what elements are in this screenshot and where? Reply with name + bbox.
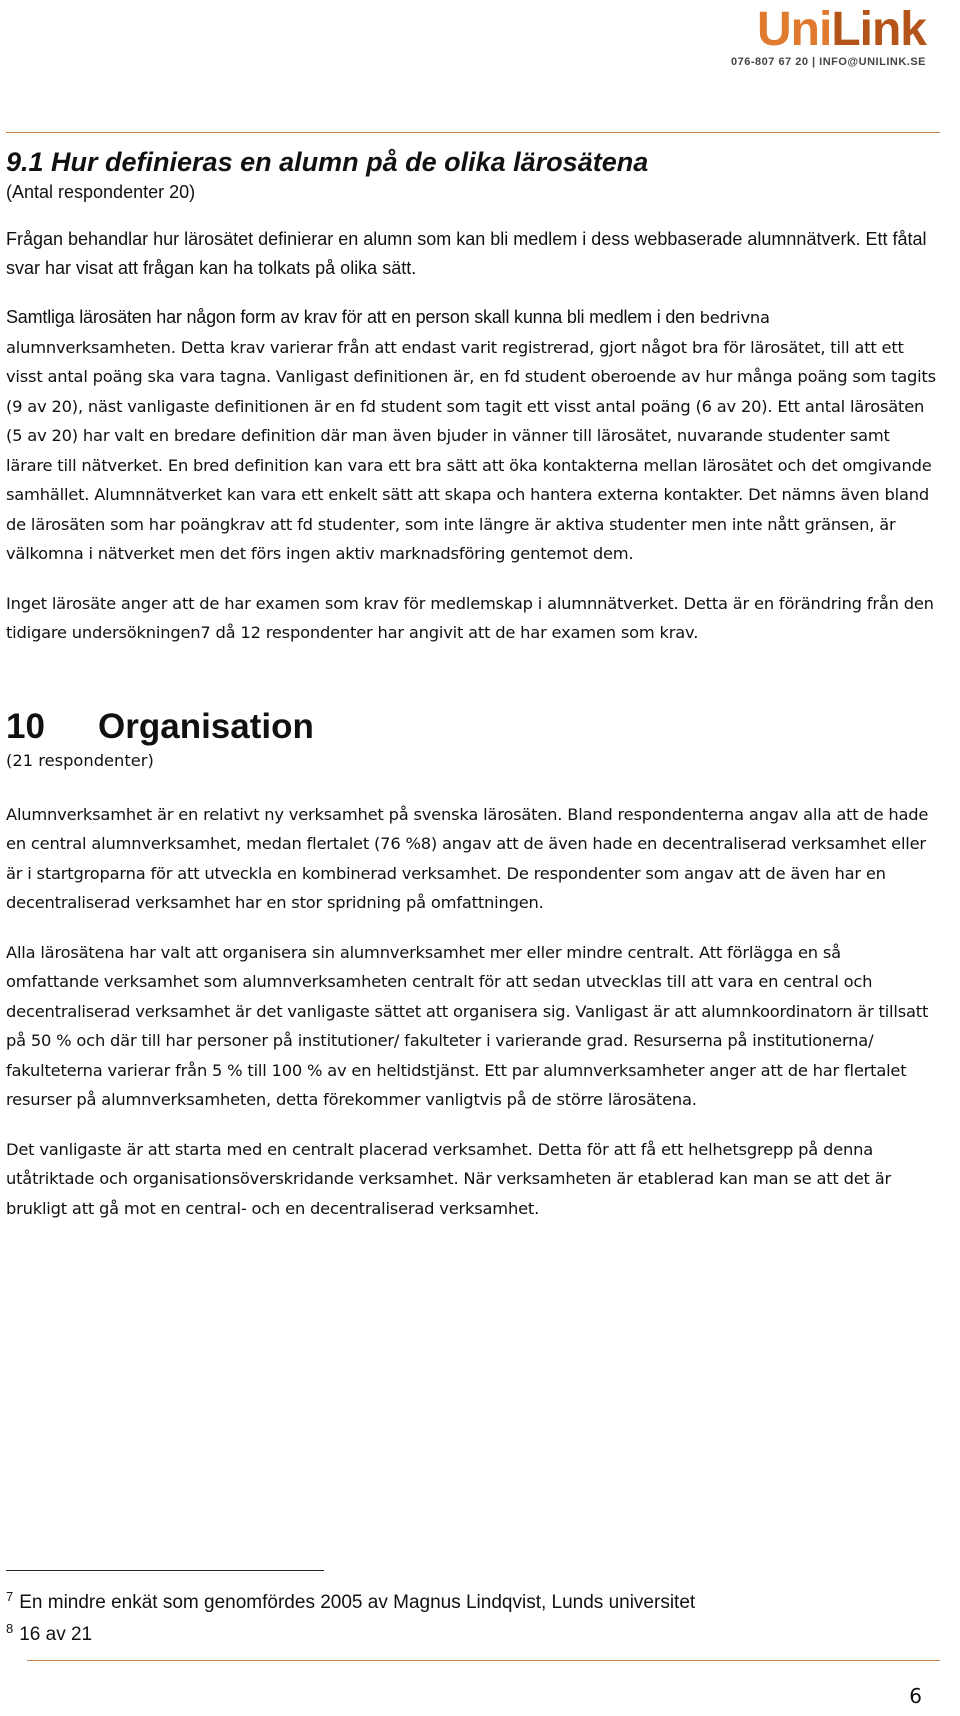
section-9-1-subtitle: (Antal respondenter 20) (6, 182, 196, 202)
section-9-1-paragraph-3: Inget lärosäte anger att de har examen som krav för medlemskap i alumnnätverket. Detta är en förändring från den tidigare undersökningen7 då 12 respondenter har angivit att de har examen som krav. (6, 593, 934, 642)
section-10-paragraph-1: Alumnverksamhet är en relativt ny verksamhet på svenska lärosäten. Bland respondenterna angav alla att de hade en central alumnverksamhet, medan flertalet (76 %8) angav att de även hade en decentraliserad verksamhet eller är i startgroparna för att utveckla en kombinerad verksamhet. De respondenter som angav att de även har en decentraliserad verksamhet har en stor spridning på omfattningen. (6, 804, 929, 912)
header-rule (6, 132, 940, 133)
section-9-1-paragraph-2 (6, 303, 936, 569)
footnotes (6, 1584, 695, 1648)
paragraph-2-rest: bedrivna alumnverksamheten. Detta krav varierar från att endast varit registrerad, gjort något bra för lärosätet, till att ett visst antal poäng ska vara tagna. Vanligast definitionen är, en fd student oberoende av hur många poäng som tagits (9 av 20), näst vanligaste definitionen är en fd student som tagit ett visst antal poäng (6 av 20). Ett antal lärosäten (5 av 20) har valt en bredare definition där man även bjuder in vänner till lärosätet, nuvarande studenter samt lärare till nätverket. En bred definition kan vara ett bra sätt att öka kontakterna mellan lärosätet och det omgivande samhället. Alumnnätverket kan vara ett enkelt sätt att skapa och hantera externa kontakter. Det nämns även bland de lärosäten som har poängkrav att fd studenter, som inte längre är aktiva studenter men inte nått gränsen, är välkomna i nätverket men det förs ingen aktiv marknadsföring gentemot dem. (6, 308, 936, 563)
logo-wordmark: UniLink (757, 3, 926, 56)
footnote-7: $^7$ En mindre enkät som genomfördes 2005 av Magnus Lindqvist, Lunds universitet (6, 1589, 696, 1613)
paragraph-2-intro: Samtliga lärosäten har någon form av krav för att en person skall kunna bli medlem i den (6, 307, 700, 327)
section-10-subtitle: (21 respondenter) (6, 750, 154, 770)
section-9-1-heading: 9.1 Hur definieras en alumn på de olika lärosätena (6, 147, 649, 177)
section-10-paragraph-3: Det vanligaste är att starta med en centralt placerad verksamhet. Detta för att få ett helhetsgrepp på denna utåtriktade och organisationsöverskridande verksamhet. När verksamheten är etablerad kan man se att det är brukligt att gå mot en central- och en decentraliserad verksamhet. (6, 1139, 891, 1218)
section-10-number: 10 (6, 706, 45, 746)
page-number: 6 (909, 1684, 922, 1708)
section-10-paragraph-2: Alla lärosätena har valt att organisera sin alumnverksamhet mer eller mindre centralt. Att förlägga en så omfattande verksamhet som alumnverksamheten centralt för att sedan utvecklas till att vara en central och decentraliserad verksamhet är det vanligaste sättet att organisera sig. Vanligast är att alumnkoordinatorn är tillsatt på 50 % och där till har personer på institutioner/ fakulteter i varierande grad. Resurserna på institutionerna/ fakulteterna varierar från 5 % till 100 % av en heltidstjänst. Ett par alumnverksamheter anger att de har flertalet resurser på alumnverksamheten, detta förekommer vanligtvis på de större lärosätena. (6, 942, 929, 1109)
footnote-8: $^8$ 16 av 21 (6, 1621, 93, 1645)
footnote-separator (6, 1570, 324, 1571)
section-9-1-paragraph-1: Frågan behandlar hur lärosätet definierar en alumn som kan bli medlem i dess webbaserade alumnnätverk. Ett fåtal svar har visat att frågan kan ha tolkats på olika sätt. (6, 229, 927, 278)
section-10-heading (6, 706, 936, 748)
logo-contact: 076-807 67 20 | INFO@UNILINK.SE (731, 56, 926, 68)
unilink-logo (731, 3, 926, 68)
section-10-title: Organisation (98, 706, 314, 746)
footer-rule (27, 1660, 940, 1661)
main-content (6, 145, 936, 1243)
